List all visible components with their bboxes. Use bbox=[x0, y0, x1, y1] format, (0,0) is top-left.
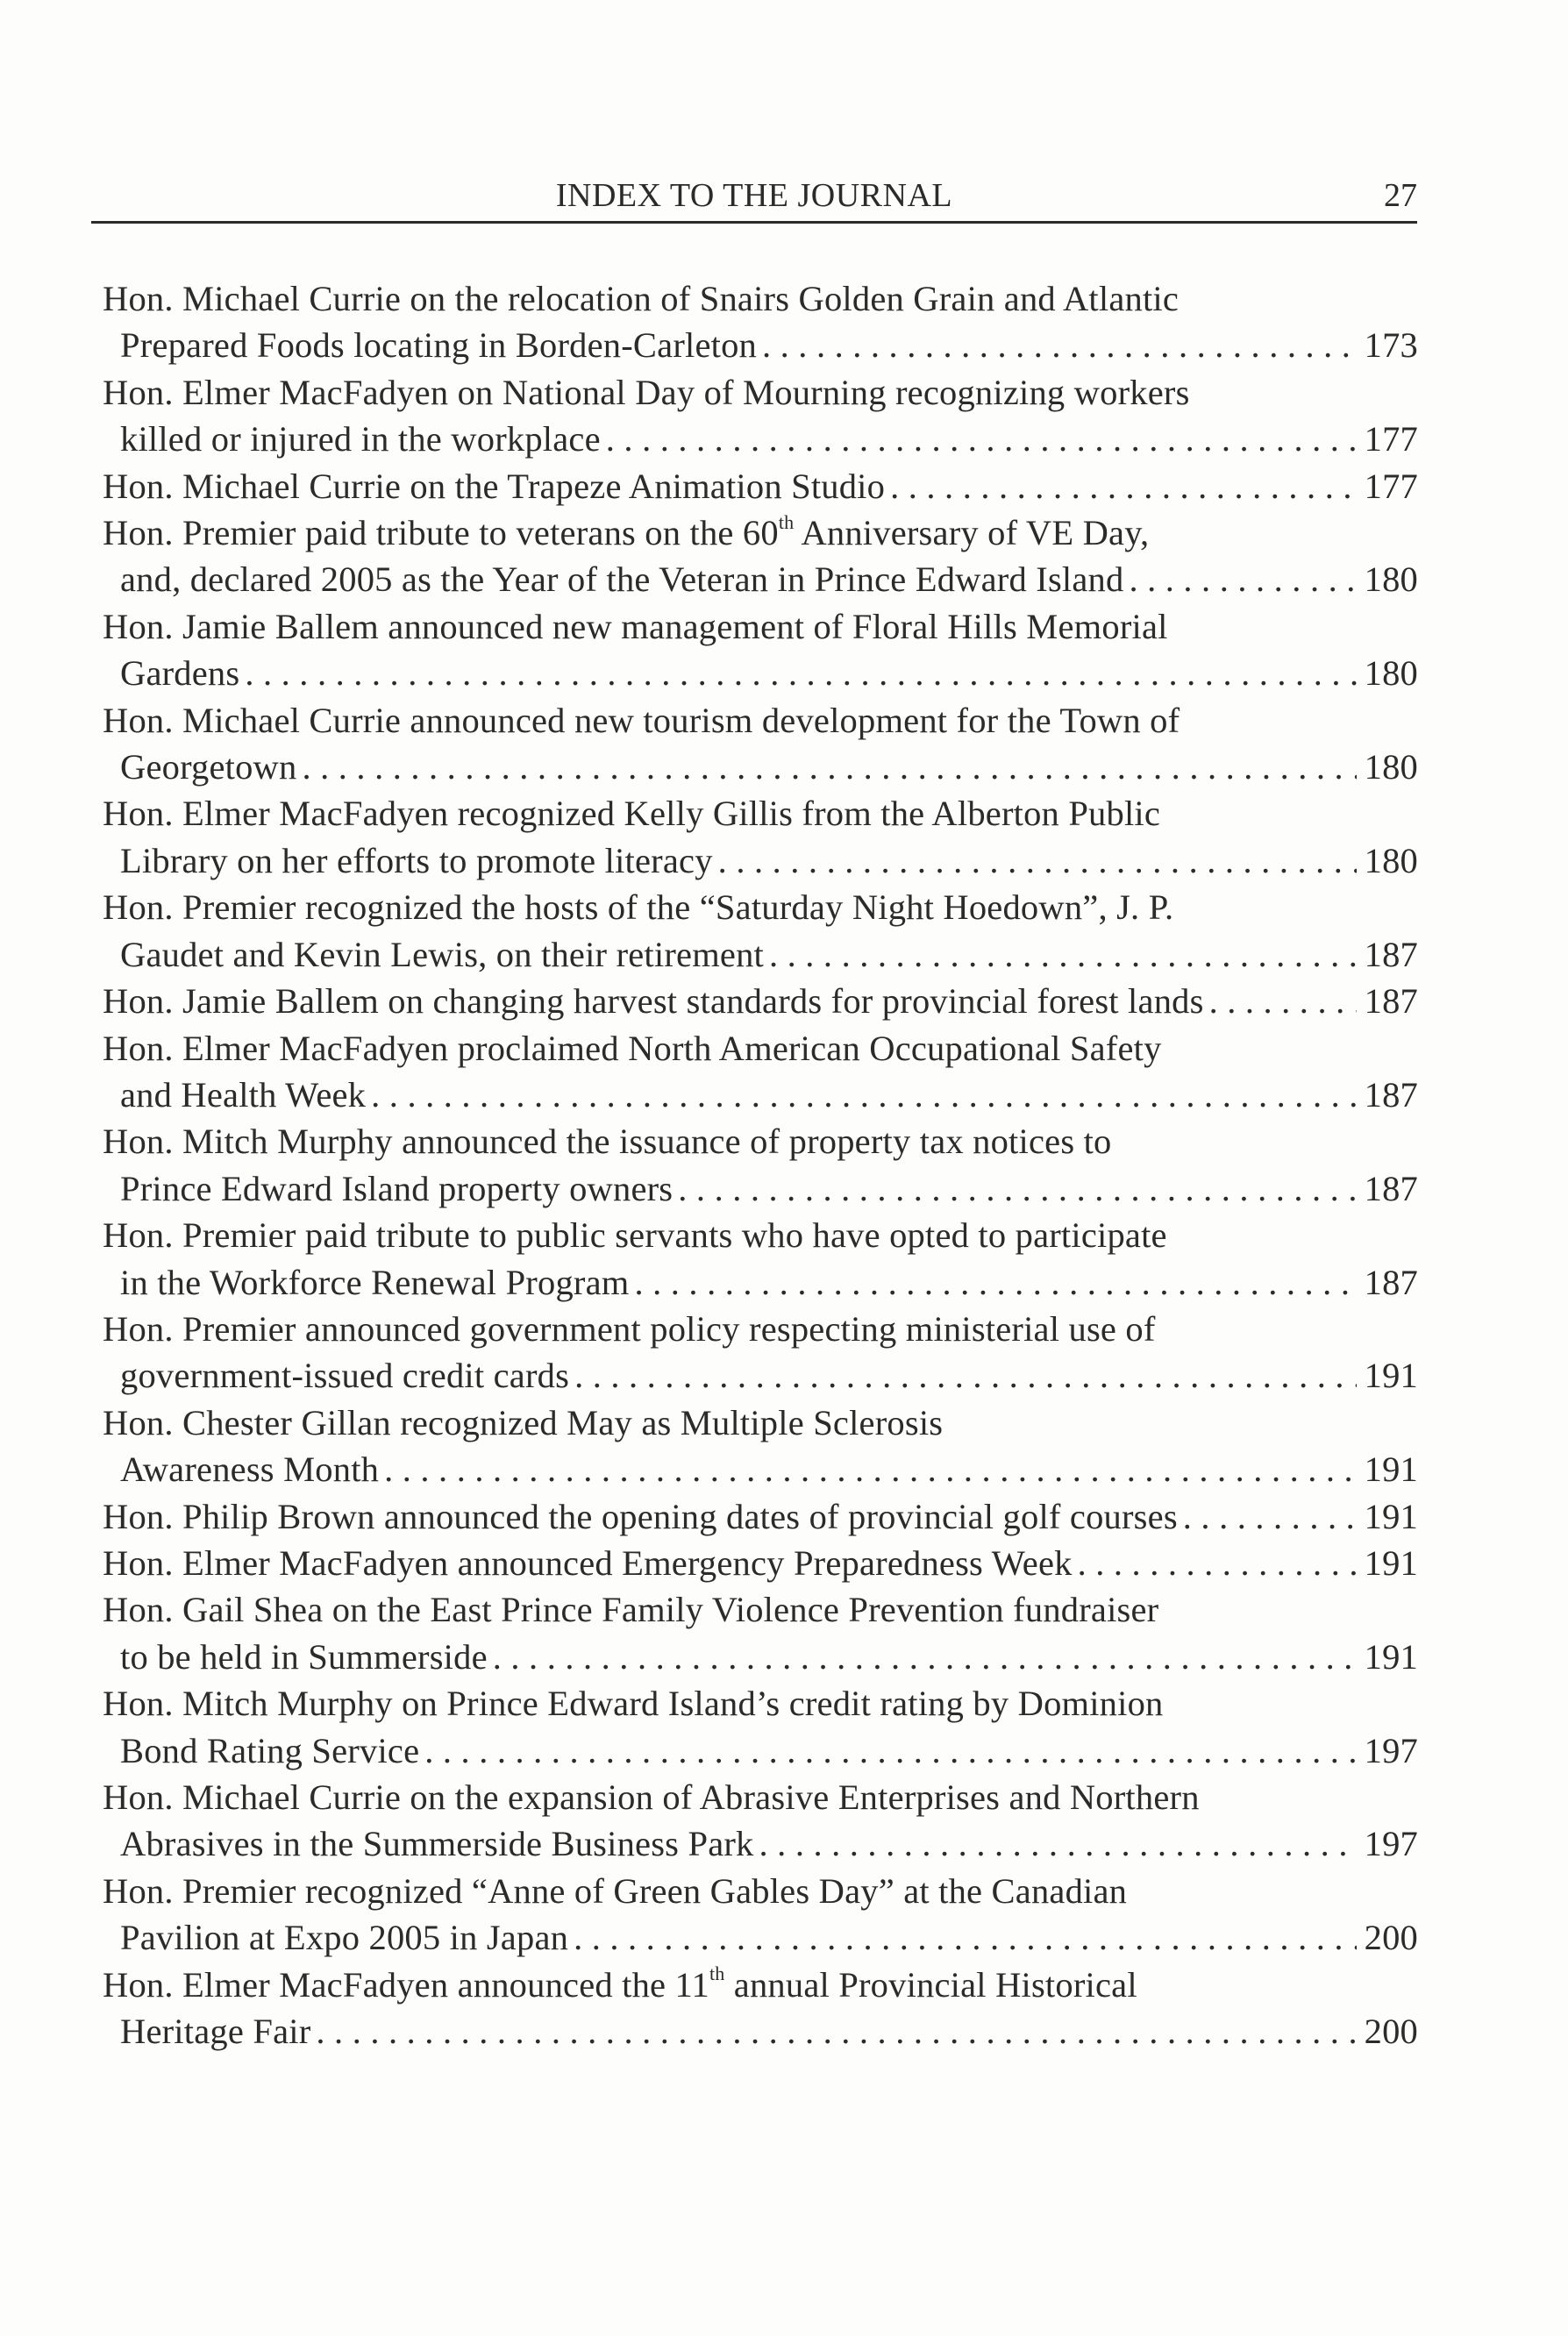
entry-first-line bbox=[103, 275, 1418, 322]
entry-text: Hon. Elmer MacFadyen announced the 11 bbox=[103, 1964, 709, 2005]
entry-page-number: 180 bbox=[1364, 653, 1418, 694]
entry-page-number: 180 bbox=[1364, 747, 1418, 787]
dot-leader bbox=[574, 1914, 1357, 1961]
index-entry bbox=[103, 1774, 1418, 1868]
entry-continuation-line bbox=[103, 1352, 1418, 1399]
entry-first-line bbox=[103, 1399, 1418, 1446]
dot-leader bbox=[371, 1072, 1357, 1118]
entry-text: Hon. Jamie Ballem announced new management of Floral Hills Memorial bbox=[103, 606, 1168, 646]
ordinal-suffix: th bbox=[778, 510, 795, 533]
index-entry bbox=[103, 790, 1418, 884]
entry-continuation-line bbox=[103, 1446, 1418, 1492]
entry-line bbox=[103, 463, 1418, 509]
index-entry bbox=[103, 1306, 1418, 1399]
entry-page-number: 191 bbox=[1364, 1542, 1418, 1583]
dot-leader bbox=[890, 463, 1357, 509]
index-entry bbox=[103, 1399, 1418, 1493]
entry-text: in the Workforce Renewal Program bbox=[120, 1262, 630, 1302]
entry-first-line bbox=[103, 790, 1418, 837]
entry-page-number: 177 bbox=[1364, 419, 1418, 459]
dot-leader bbox=[718, 837, 1357, 884]
entry-first-line bbox=[103, 1868, 1418, 1914]
dot-leader bbox=[302, 744, 1357, 790]
entry-continuation-line bbox=[103, 1914, 1418, 1961]
index-entry bbox=[103, 1493, 1418, 1540]
entry-first-line bbox=[103, 1306, 1418, 1352]
entry-continuation-line bbox=[103, 1634, 1418, 1680]
entry-text: Hon. Elmer MacFadyen recognized Kelly Gillis from the Alberton Public bbox=[103, 794, 1161, 834]
entry-page-number: 177 bbox=[1364, 466, 1418, 506]
entry-continuation-line bbox=[103, 1072, 1418, 1118]
index-entry bbox=[103, 1680, 1418, 1774]
entry-text: Hon. Michael Currie on the relocation of Snairs Golden Grain and Atlantic bbox=[103, 279, 1180, 318]
entry-page-number: 187 bbox=[1364, 1074, 1418, 1115]
entry-text: Prince Edward Island property owners bbox=[120, 1168, 674, 1208]
entry-page-number: 191 bbox=[1364, 1636, 1418, 1677]
dot-leader bbox=[606, 416, 1357, 462]
entry-continuation-line bbox=[103, 322, 1418, 368]
entry-continuation-line bbox=[103, 650, 1418, 696]
entry-continuation-line bbox=[103, 1820, 1418, 1867]
dot-leader bbox=[759, 1820, 1357, 1867]
entry-page-number: 191 bbox=[1364, 1449, 1418, 1490]
entry-page-number: 191 bbox=[1364, 1496, 1418, 1536]
index-entry bbox=[103, 978, 1418, 1024]
entry-text: Hon. Premier recognized the hosts of the “Saturday Night Hoedown”, J. P. bbox=[103, 887, 1174, 928]
entry-continuation-line bbox=[103, 1259, 1418, 1306]
dot-leader bbox=[574, 1352, 1357, 1399]
entry-text: Hon. Elmer MacFadyen on National Day of Mourning recognizing workers bbox=[103, 372, 1190, 412]
entry-text: Awareness Month bbox=[120, 1449, 380, 1490]
entry-text: Hon. Jamie Ballem on changing harvest standards for provincial forest lands bbox=[103, 981, 1204, 1022]
entry-continuation-line bbox=[103, 744, 1418, 790]
entry-text: Hon. Mitch Murphy on Prince Edward Island’s credit rating by Dominion bbox=[103, 1684, 1164, 1724]
entry-first-line bbox=[103, 884, 1418, 930]
entry-first-line bbox=[103, 1118, 1418, 1164]
dot-leader bbox=[1183, 1493, 1357, 1540]
index-entry bbox=[103, 1540, 1418, 1586]
entry-continuation-line bbox=[103, 1165, 1418, 1212]
index-entry bbox=[103, 463, 1418, 509]
dot-leader bbox=[1078, 1540, 1357, 1586]
index-entry bbox=[103, 1118, 1418, 1212]
entry-text: Hon. Elmer MacFadyen proclaimed North American Occupational Safety bbox=[103, 1028, 1162, 1068]
entry-line bbox=[103, 978, 1418, 1024]
entry-page-number: 197 bbox=[1364, 1730, 1418, 1770]
dot-leader bbox=[634, 1259, 1357, 1306]
dot-leader bbox=[678, 1165, 1357, 1212]
entry-first-line bbox=[103, 697, 1418, 744]
entry-text: Gaudet and Kevin Lewis, on their retirement bbox=[120, 934, 764, 974]
entry-text: Heritage Fair bbox=[120, 2012, 311, 2052]
index-entry bbox=[103, 1212, 1418, 1306]
entry-first-line bbox=[103, 1586, 1418, 1633]
entry-first-line bbox=[103, 1680, 1418, 1727]
entry-first-line bbox=[103, 1212, 1418, 1258]
entry-first-line bbox=[103, 509, 1418, 556]
index-entry bbox=[103, 509, 1418, 603]
entry-text: and Health Week bbox=[120, 1074, 367, 1115]
index-entry bbox=[103, 697, 1418, 791]
entry-text: Prepared Foods locating in Borden-Carleton bbox=[120, 325, 757, 366]
entry-page-number: 187 bbox=[1364, 934, 1418, 974]
entry-page-number: 187 bbox=[1364, 1262, 1418, 1302]
dot-leader bbox=[493, 1634, 1357, 1680]
entry-text: Bond Rating Service bbox=[120, 1730, 420, 1770]
index-entries bbox=[103, 275, 1418, 2055]
index-entry bbox=[103, 275, 1418, 369]
entry-text: annual Provincial Historical bbox=[724, 1964, 1137, 2005]
dot-leader bbox=[769, 931, 1357, 978]
entry-text: Gardens bbox=[120, 653, 240, 694]
entry-text: Abrasives in the Summerside Business Park bbox=[120, 1824, 754, 1864]
dot-leader bbox=[1129, 556, 1357, 602]
header-rule bbox=[91, 221, 1417, 224]
entry-first-line bbox=[103, 603, 1418, 650]
entry-text: Hon. Michael Currie on the expansion of Abrasive Enterprises and Northern bbox=[103, 1777, 1200, 1817]
dot-leader bbox=[245, 650, 1357, 696]
dot-leader bbox=[424, 1727, 1357, 1774]
entry-text: Hon. Michael Currie announced new tourism development for the Town of bbox=[103, 700, 1180, 740]
index-entry bbox=[103, 603, 1418, 697]
entry-text: to be held in Summerside bbox=[120, 1636, 488, 1677]
entry-text: government-issued credit cards bbox=[120, 1356, 570, 1396]
entry-page-number: 173 bbox=[1364, 325, 1418, 366]
entry-text: Pavilion at Expo 2005 in Japan bbox=[120, 1918, 569, 1958]
index-entry bbox=[103, 1025, 1418, 1119]
dot-leader bbox=[1209, 978, 1357, 1024]
entry-text: and, declared 2005 as the Year of the Veteran in Prince Edward Island bbox=[120, 559, 1124, 600]
entry-continuation-line bbox=[103, 2008, 1418, 2055]
dot-leader bbox=[316, 2008, 1357, 2055]
entry-page-number: 187 bbox=[1364, 1168, 1418, 1208]
running-header bbox=[91, 175, 1417, 228]
entry-page-number: 200 bbox=[1364, 1918, 1418, 1958]
entry-text: Hon. Premier announced government policy respecting ministerial use of bbox=[103, 1308, 1156, 1349]
entry-text: Hon. Gail Shea on the East Prince Family Violence Prevention fundraiser bbox=[103, 1590, 1159, 1630]
entry-text: Hon. Mitch Murphy announced the issuance of property tax notices to bbox=[103, 1122, 1112, 1162]
dot-leader bbox=[762, 322, 1357, 368]
entry-page-number: 180 bbox=[1364, 559, 1418, 600]
index-entry bbox=[103, 1586, 1418, 1680]
entry-text: Anniversary of VE Day, bbox=[794, 513, 1150, 553]
index-entry bbox=[103, 1962, 1418, 2055]
entry-text: Georgetown bbox=[120, 747, 297, 787]
entry-page-number: 191 bbox=[1364, 1356, 1418, 1396]
entry-continuation-line bbox=[103, 556, 1418, 602]
index-entry bbox=[103, 369, 1418, 463]
entry-line bbox=[103, 1540, 1418, 1586]
entry-text: Hon. Philip Brown announced the opening dates of provincial golf courses bbox=[103, 1496, 1178, 1536]
dot-leader bbox=[384, 1446, 1357, 1492]
entry-text: Hon. Chester Gillan recognized May as Multiple Sclerosis bbox=[103, 1402, 944, 1442]
entry-text: Hon. Premier paid tribute to public servants who have opted to participate bbox=[103, 1215, 1167, 1256]
entry-page-number: 200 bbox=[1364, 2012, 1418, 2052]
entry-text: killed or injured in the workplace bbox=[120, 419, 601, 459]
entry-first-line bbox=[103, 369, 1418, 416]
entry-first-line bbox=[103, 1962, 1418, 2008]
entry-continuation-line bbox=[103, 1727, 1418, 1774]
entry-first-line bbox=[103, 1025, 1418, 1072]
index-entry bbox=[103, 884, 1418, 978]
entry-text: Hon. Premier recognized “Anne of Green Gables Day” at the Canadian bbox=[103, 1870, 1128, 1911]
entry-page-number: 180 bbox=[1364, 840, 1418, 880]
index-entry bbox=[103, 1868, 1418, 1962]
header-page-number: 27 bbox=[1384, 177, 1417, 214]
entry-first-line bbox=[103, 1774, 1418, 1820]
entry-page-number: 187 bbox=[1364, 981, 1418, 1022]
entry-text: Hon. Elmer MacFadyen announced Emergency Preparedness Week bbox=[103, 1542, 1073, 1583]
entry-continuation-line bbox=[103, 837, 1418, 884]
entry-continuation-line bbox=[103, 931, 1418, 978]
header-title: INDEX TO THE JOURNAL bbox=[555, 177, 953, 214]
entry-line bbox=[103, 1493, 1418, 1540]
entry-text: Library on her efforts to promote literacy bbox=[120, 840, 713, 880]
entry-text: Hon. Premier paid tribute to veterans on the 60 bbox=[103, 513, 779, 553]
entry-text: Hon. Michael Currie on the Trapeze Animation Studio bbox=[103, 466, 886, 506]
ordinal-suffix: th bbox=[709, 1962, 725, 1985]
entry-continuation-line bbox=[103, 416, 1418, 462]
entry-page-number: 197 bbox=[1364, 1824, 1418, 1864]
